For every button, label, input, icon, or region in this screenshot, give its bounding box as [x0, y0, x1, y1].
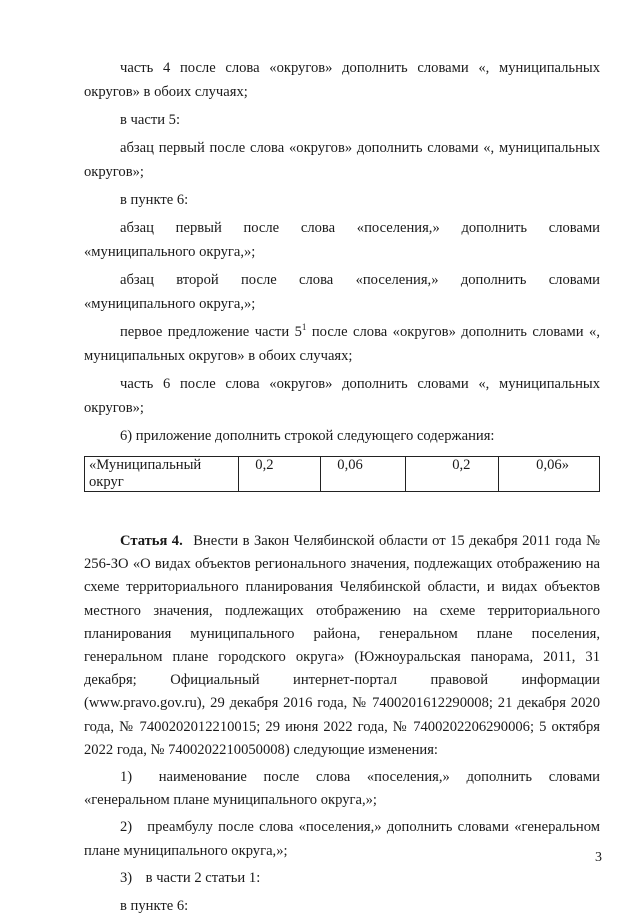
top-paragraphs	[84, 56, 600, 316]
table-cell: 0,06	[321, 457, 405, 492]
paragraph: абзац первый после слова «поселения,» дополнить словами «муниципального округа,»;	[84, 220, 600, 260]
table-cell: 0,06»	[499, 457, 600, 492]
article-label: Статья 4.	[120, 533, 183, 549]
table-cell: «Муниципальный округ	[85, 457, 239, 492]
article-text: Внести в Закон Челябинской области от 15 декабря 2011 года № 256-ЗО «О видах объектов регионального значения, подлежащих отображению на схеме территориального планирования Челябинской области, и видах объектов местного значения, подлежащих отображению на схеме территориального планирования муниципального района, генеральном плане поселения, генеральном плане городского округа» (Южноуральская панорама, 2011, 31 декабря; Официальный интернет-портал правовой информации (www.pravo.gov.ru), 29 декабря 2016 года, № 7400201612290008; 21 декабря 2020 года, № 7400202012210015; 29 июня 2022 года, № 7400202206290006; 5 октября 2022 года, № 7400202210050008) следующие изменения:	[84, 533, 600, 758]
article-4	[84, 530, 600, 762]
page-number: 3	[595, 850, 602, 865]
list-item	[84, 766, 600, 812]
list-item	[84, 816, 600, 862]
list-number: 1)	[120, 769, 133, 786]
paragraph: часть 4 после слова «округов» дополнить словами «, муниципальных округов» в обоих случаях;	[84, 60, 600, 100]
table-cell: 0,2	[405, 457, 499, 492]
list-number: 3)	[120, 869, 133, 886]
list-item	[84, 867, 600, 890]
list-text: преамбулу после слова «поселения,» дополнить словами «генеральном плане муниципального округа,»;	[84, 819, 600, 859]
paragraph: абзац второй после слова «поселения,» дополнить словами «муниципального округа,»;	[84, 272, 600, 312]
list-text: в части 2 статьи 1:	[145, 869, 261, 886]
part-5-1-before: первое предложение части 5	[120, 324, 302, 340]
document-page	[84, 56, 600, 922]
appendix-table	[84, 456, 600, 492]
paragraph: абзац первый после слова «округов» дополнить словами «, муниципальных округов»;	[84, 140, 600, 180]
list-text: наименование после слова «поселения,» дополнить словами «генеральном плане муниципального округа,»;	[84, 769, 600, 809]
table-row	[85, 457, 600, 492]
table-cell: 0,2	[239, 457, 321, 492]
superscript: 1	[301, 322, 307, 333]
part-5-1-after: после слова «округов» дополнить словами «, муниципальных округов» в обоих случаях;	[84, 324, 600, 364]
paragraph: 6) приложение дополнить строкой следующего содержания:	[120, 428, 495, 444]
paragraph: в пункте 6:	[120, 192, 189, 208]
list-number: 2)	[120, 819, 133, 836]
paragraph: в части 5:	[120, 112, 181, 128]
paragraph-part-5-1	[84, 320, 600, 368]
paragraph: в пункте 6:	[120, 898, 189, 915]
paragraph: часть 6 после слова «округов» дополнить словами «, муниципальных округов»;	[84, 376, 600, 416]
